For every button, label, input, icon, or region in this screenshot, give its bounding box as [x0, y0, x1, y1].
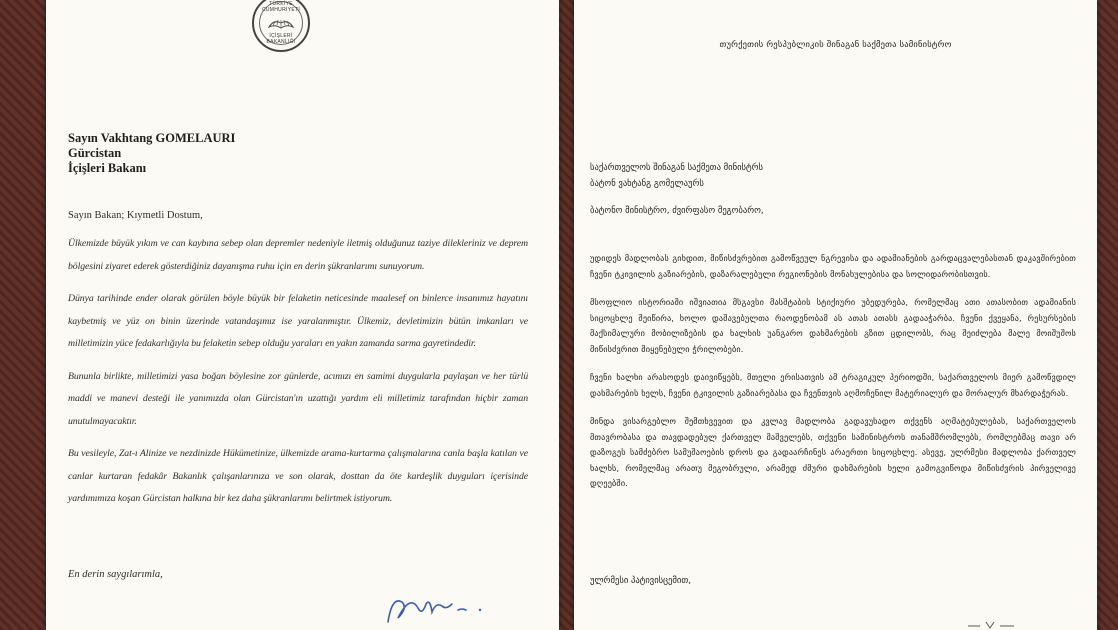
signature-icon [382, 588, 492, 630]
addressee-title: İçişleri Bakanı [68, 161, 147, 175]
turkish-letter-page [46, 0, 559, 630]
georgian-letter-page [574, 0, 1097, 630]
ministry-seal-icon [252, 0, 310, 52]
signature-fragment-icon [966, 616, 1036, 630]
letter-greeting: ბატონო მინისტრო, ძვირფასო მეგობარო, [590, 206, 764, 216]
letter-closing: ულრმესი პატივისცემით, [590, 576, 691, 586]
addressee-block [68, 131, 235, 176]
addressee-country: Gürcistan [68, 146, 122, 160]
body-paragraph: მსოფლიო ისტორიაში იშვიათია მსგავსი მასშტაბის სტიქიური უბედურება, რომელმაც ათი ათასობით ადამიანის სიცოცხლე შეიწირა, ხოლო დაშავებულთა რაოდენობამ ას ათას ათასს გადააჭარბა. ჩვენი ქვეყანა, რესურსების მაქსიმალური მობილიზების და ხალხის უანგარო დახმარების გზით ცდილობს, რაც შეიძლება მალე მოიშუშოს მიწისძვრით მიყენებული ჭრილობები. [590, 297, 1076, 354]
letter-body [68, 233, 528, 521]
addressee-block [590, 160, 763, 192]
body-paragraph: უდიდეს მადლობას გიხდით, მიწისძვრებით გამოწვეულ ნგრევისა და ადამიანების გარდაცვალებასთან დაკავშირებით ჩვენი ტკივილის გაზიარების, დაზარალებული რეგიონების მონახულებისა და სოლიდარობისთვის. [590, 253, 1076, 279]
body-paragraph: Bununla birlikte, milletimizi yasa boğan böylesine zor günlerde, acımızı en samimi duygularla paylaşan ve her türlü maddi ve manevi desteği ile yanımızda olan Gürcistan'ın uzattığı yardım eli milletimiz tarafından hiçbir zaman unutulmayacaktır. [68, 370, 528, 427]
letter-title: თურქეთის რესპუბლიკის შინაგან საქმეთა სამინისტრო [719, 40, 952, 50]
letter-body [590, 251, 1076, 505]
addressee-name: ბატონ ვახტანგ გომელაურს [590, 179, 704, 189]
addressee-name: Sayın Vakhtang GOMELAURI [68, 131, 236, 145]
letter-greeting: Sayın Bakan; Kıymetli Dostum, [68, 210, 203, 221]
body-paragraph: Ülkemizde büyük yıkım ve can kaybına sebep olan depremler nedeniyle iletmiş olduğunuz taziye dilekleriniz ve deprem bölgesini ziyaret ederek gösterdiğiniz dayanışma ruhu için en derin şükranlarımı sunuyorum. [68, 238, 528, 272]
seal-bottom-text: İÇİŞLERİ BAKANLIĞI [266, 33, 296, 45]
letter-closing: En derin saygılarımla, [68, 569, 163, 580]
seal-top-text: TÜRKİYE CUMHURİYETİ [261, 1, 301, 13]
body-paragraph: Dünya tarihinde ender olarak görülen böyle büyük bir felaketin neticesinde maalesef on binlerce insanımız hayatını kaybetmiş ve yüz on binin üzerinde vatandaşımız ise yaralanmıştır. Ülkemiz, devletimizin bütün imkanları ve milletimizin yüce fedakarlığıyla bu felaketin sebep olduğu yaraları en yakın zamanda sarma gayretindedir. [68, 293, 528, 349]
addressee-title: საქართველოს შინაგან საქმეთა მინისტრს [590, 163, 763, 173]
body-paragraph: ჩვენი ხალხი არასოდეს დაივიწყებს, მთელი ერისათვის ამ ტრაგიკულ პერიოდში, საქართველოს მიერ გამოწვდილ დახმარების ხელს, ჩვენი ტკივილის გაზიარებასა და ჩვენთვის აღმოჩენილ მატერიალურ და მორალურ მხარდაჭერას. [590, 372, 1076, 398]
body-paragraph: მინდა ვისარგებლო შემთხვევით და კვლავ მადლობა გადავუხადო თქვენს აღმატებულებას, საქართველოს მთავრობასა და თავდადებულ ქართველ მაშველებს, თქვენი სამინისტროს თანამშრომლებს, რომლებმაც თავი არ დაზოგეს სამძებრო სამუშაოების დროს და გადაარჩინეს არაერთი სიცოცხლე. ასევე, ულრმესი მადლობა ქართველ ხალხს, რომელმაც არათუ მეგობრული, არამედ ძმური დახმარების ხელი გამოგვიწოდა მიწისძვრის პირველივე დღეებში. [590, 416, 1076, 488]
body-paragraph: Bu vesileyle, Zat-ı Alinize ve nezdinizde Hükümetinize, ülkemizde arama-kurtarma çalışmalarına canla başla katılan ve canlar kurtaran fedakâr Bakanlık çalışanlarınıza ve son olarak, dosttan da öte kardeşlik duyguları içerisinde yardımımıza koşan Gürcistan halkına bir kez daha şükranlarımı belirtmek istiyorum. [68, 448, 528, 504]
